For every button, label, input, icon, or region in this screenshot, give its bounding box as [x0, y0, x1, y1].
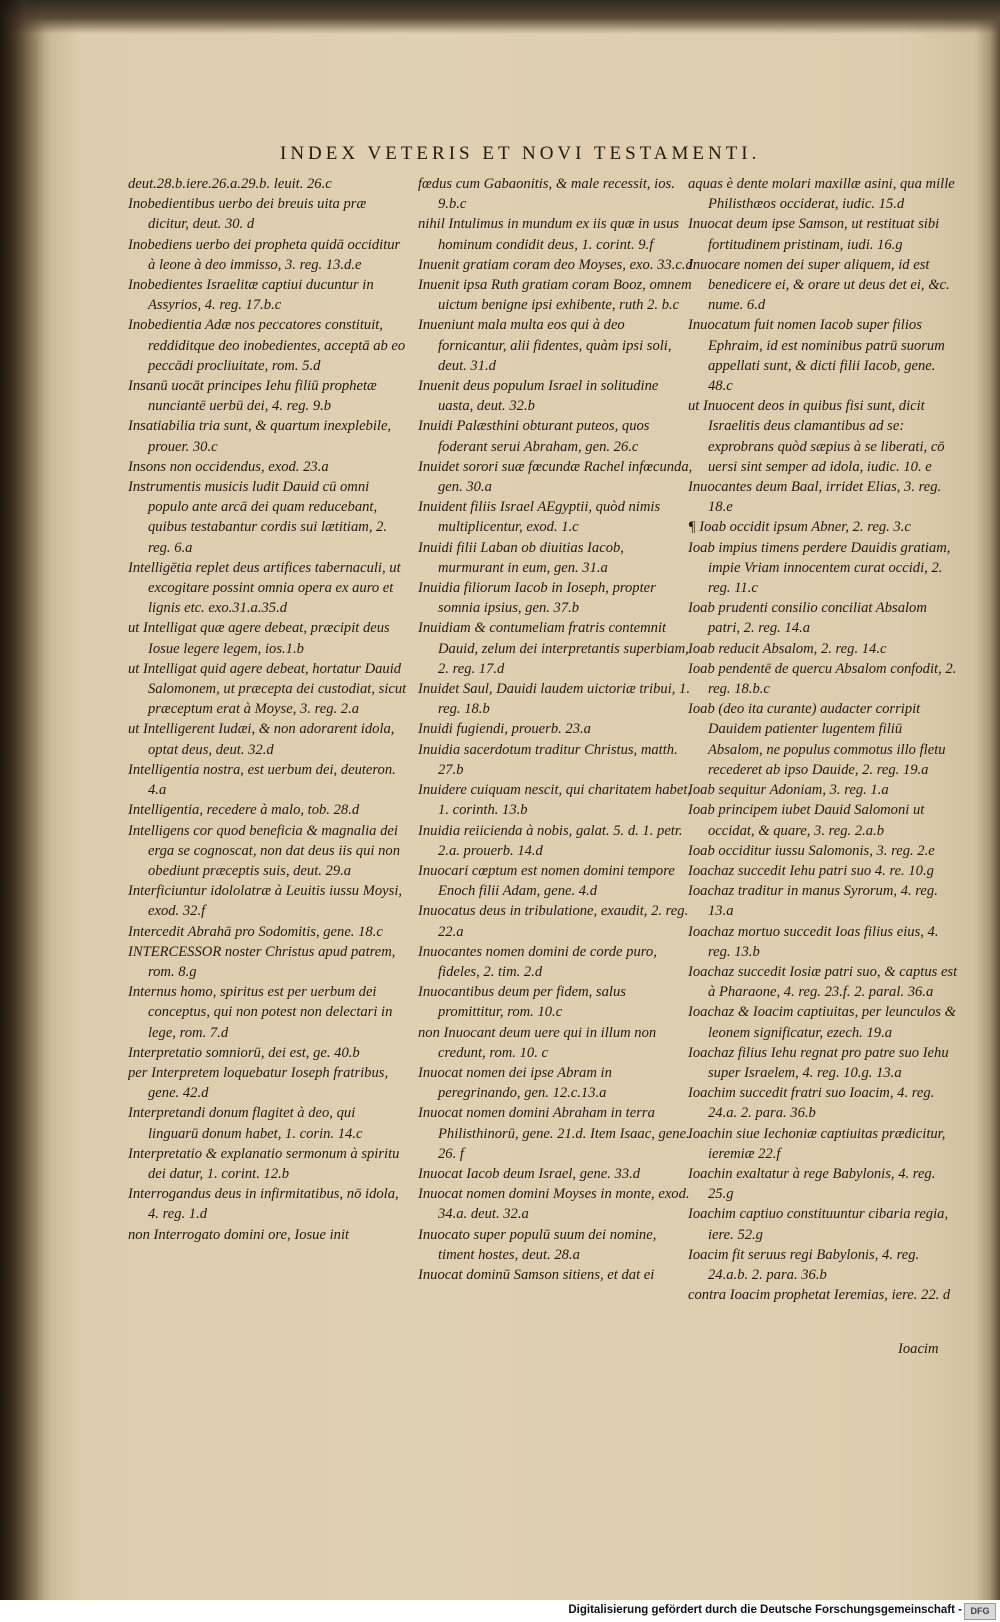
index-entry: Inuidet sorori suæ fœcundæ Rachel infœcunda, gen. 30.a [418, 458, 693, 496]
index-entry: Interficiuntur idololatræ à Leuitis iussu Moysi, exod. 32.f [128, 883, 403, 920]
index-entry: ut Intelligat quæ agere debeat, præcipit deus Iosue legere legem, ios.1.b [128, 620, 390, 657]
index-entry: Ioab occiditur iussu Salomonis, 3. reg. 2.e [688, 842, 935, 859]
index-entry: Ioachin siue Iechoniæ captiuitas prædicitur, ieremiæ 22.f [688, 1125, 946, 1162]
index-entry: non Interrogato domini ore, Iosue init [128, 1226, 350, 1243]
index-entry: Inuidia sacerdotum traditur Christus, matth. 27.b [418, 741, 678, 778]
index-entry: Inuocat nomen dei ipse Abram in peregrinando, gen. 12.c.13.a [418, 1064, 612, 1102]
index-entry: Ioachaz traditur in manus Syrorum, 4. reg. 13.a [688, 883, 938, 920]
footer-credit-text: Digitalisierung gefördert durch die Deutsche Forschungsgemeinschaft - [568, 1604, 962, 1616]
index-entry: Intelligens cor quod beneficia & magnalia dei erga se cognoscat, non dat deus iis qui non obediunt præceptis suis, deut. 29.a [128, 822, 400, 879]
index-entry: ut Inuocent deos in quibus fisi sunt, dicit Israelitis deus clamantibus ad se: exprobrans quòd sæpius à se liberati, cō uersi sint semper ad idola, iudic. 10. e [688, 398, 945, 475]
index-entry: Inobedientia Adæ nos peccatores constituit, reddiditque deo inobedientes, acceptā ab eo peccādi procliuitate, rom. 5.d [128, 317, 406, 374]
index-entry: Insatiabilia tria sunt, & quartum inexplebile, prouer. 30.c [128, 418, 392, 455]
index-entry: Interpretatio somniorū, dei est, ge. 40.b [128, 1044, 360, 1061]
index-entry: per Interpretem loquebatur Ioseph fratribus, gene. 42.d [128, 1064, 389, 1102]
index-entry: Intelligētia replet deus artifices tabernaculi, ut excogitare possint omnia opera ex auro et lignis etc. exo.31.a.35.d [128, 559, 401, 617]
index-entry: Ioachaz mortuo succedit Ioas filius eius, 4. reg. 13.b [688, 923, 939, 960]
index-entry: nihil Intulimus in mundum ex iis quæ in usus hominum condidit deus, 1. corint. 9.f [418, 216, 680, 253]
index-entry: Intelligentia nostra, est uerbum dei, deuteron. 4.a [128, 761, 396, 799]
index-entry: Inuidi fugiendi, prouerb. 23.a [418, 721, 591, 738]
index-entry: Intelligentia, recedere à malo, tob. 28.d [128, 802, 360, 819]
index-entry: Inuocantibus deum per fidem, salus promittitur, rom. 10.c [418, 984, 626, 1021]
header-title: INDEX VETERIS ET NOVI TESTAMENTI. [280, 143, 761, 164]
index-entry: Intercedit Abrahā pro Sodomitis, gene. 18.c [128, 923, 383, 940]
index-entry: Inuocari cœptum est nomen domini tempore Enoch filii Adam, gene. 4.d [418, 862, 675, 900]
index-entry: aquas è dente molari maxillæ asini, qua mille Philisthæos occiderat, iudic. 15.d [688, 176, 955, 213]
index-entry: Inuenit ipsa Ruth gratiam coram Booz, omnem uictum benigne ipsi exhibente, ruth 2. b.c [418, 277, 692, 314]
index-entry: Insons non occidendus, exod. 23.a [128, 458, 329, 475]
index-entry: non Inuocant deum uere qui in illum non credunt, rom. 10. c [418, 1024, 657, 1061]
index-entry: Ioab impius timens perdere Dauidis gratiam, impie Vriam innocentem curat occidi, 2. reg. 11.c [688, 539, 951, 597]
index-entry: Inueniunt mala multa eos qui à deo fornicantur, alii fidentes, quàm ipsi soli, deut. 31.d [418, 317, 672, 374]
index-entry: Inuocato super populū suum dei nomine, timent hostes, deut. 28.a [418, 1226, 657, 1263]
index-entry: Inuocatum fuit nomen Iacob super filios Ephraim, id est nominibus patrū suorum appellati sunt, & dicti filii Iacob, gene. 48.c [688, 317, 945, 395]
index-entry: Inuocat dominū Samson sitiens, et dat ei [418, 1266, 655, 1283]
index-entry: Inuocantes nomen domini de corde puro, fideles, 2. tim. 2.d [418, 943, 657, 980]
index-entry: Interpretatio & explanatio sermonum à spiritu dei datur, 1. corint. 12.b [128, 1145, 400, 1182]
index-column-left [128, 174, 408, 1514]
index-entry: Ioachim succedit fratri suo Ioacim, 4. reg. 24.a. 2. para. 36.b [688, 1085, 935, 1122]
index-entry: Insanū uocāt principes Iehu filiū prophetæ nunciantē uerbū dei, 4. reg. 9.b [128, 378, 377, 415]
index-entry: Ioachaz succedit Iosiæ patri suo, & captus est à Pharaone, 4. reg. 23.f. 2. paral. 36.a [688, 963, 958, 1001]
index-entry: Inuident filiis Israel AEgyptii, quòd nimis multiplicentur, exod. 1.c [418, 499, 661, 536]
index-entry: deut.28.b.iere.26.a.29.b. leuit. 26.c [128, 176, 332, 192]
index-entry: contra Ioacim prophetat Ieremias, iere. 22. d [688, 1287, 951, 1304]
index-entry: Inuidiam & contumeliam fratris contemnit Dauid, zelum dei interpretantis superbiam, 2. reg. 17.d [418, 620, 689, 677]
index-entry: Ioab reducit Absalom, 2. reg. 14.c [688, 640, 887, 657]
index-entry: INTERCESSOR noster Christus apud patrem, rom. 8.g [128, 943, 396, 980]
running-header [280, 143, 940, 171]
index-entry: Ioab principem iubet Dauid Salomoni ut occidat, & quare, 3. reg. 2.a.b [688, 802, 925, 839]
index-entry: ¶ Ioab occidit ipsum Abner, 2. reg. 3.c [688, 519, 911, 536]
index-column-right [688, 174, 958, 1514]
index-entry: Inuocatus deus in tribulatione, exaudit, 2. reg. 22.a [418, 903, 689, 940]
index-entry: Inuenit deus populum Israel in solitudine uasta, deut. 32.b [418, 378, 659, 415]
index-entry: Ioachaz succedit Iehu patri suo 4. re. 10.g [688, 862, 934, 879]
index-entry: Inuidet Saul, Dauidi laudem uictoriæ tribui, 1. reg. 18.b [418, 681, 691, 718]
index-entry: Inuidi Palæsthini obturant puteos, quos foderant serui Abraham, gen. 26.c [418, 418, 650, 455]
index-entry: Inuocare nomen dei super aliquem, id est benedicere ei, & orare ut deus det ei, &c. nume. 6.d [688, 256, 950, 314]
index-entry: Inuocat nomen domini Moyses in monte, exod. 34.a. deut. 32.a [418, 1186, 690, 1223]
index-entry: Instrumentis musicis ludit Dauid cū omni populo ante arcā dei quam reducebant, quibus testabantur cordis sui lætitiam, 2. reg. 6.a [128, 479, 388, 556]
index-entry: Inuidi filii Laban ob diuitias Iacob, murmurant in eum, gen. 31.a [418, 539, 624, 576]
index-column-middle [418, 174, 693, 1514]
index-entry: Inuocat deum ipse Samson, ut restituat sibi fortitudinem pristinam, iudi. 16.g [688, 216, 940, 253]
digitization-footer [0, 1600, 1000, 1622]
index-entry: Ioachaz & Ioacim captiuitas, per leunculos & leonem significatur, ezech. 19.a [688, 1004, 956, 1041]
index-entry: Inobedientibus uerbo dei breuis uita præ dicitur, deut. 30. d [128, 196, 367, 233]
index-entry: Inuidia filiorum Iacob in Ioseph, propter somnia ipsius, gen. 37.b [418, 580, 656, 617]
index-entry: Interrogandus deus in infirmitatibus, nō idola, 4. reg. 1.d [128, 1186, 399, 1223]
index-entry: Ioab prudenti consilio conciliat Absalom patri, 2. reg. 14.a [688, 600, 927, 637]
index-entry: Inuocantes deum Baal, irridet Elias, 3. reg. 18.e [688, 479, 942, 516]
dfg-logo: DFG [964, 1603, 996, 1620]
gutter-shadow [0, 0, 44, 1600]
index-entry: Ioab sequitur Adoniam, 3. reg. 1.a [688, 782, 889, 799]
catchword: Ioacim [898, 1341, 939, 1357]
index-entry: Ioachaz filius Iehu regnat pro patre suo Iehu super Israelem, 4. reg. 10.g. 13.a [688, 1044, 949, 1081]
index-entry: Inuidia reiicienda à nobis, galat. 5. d. 1. petr. 2.a. prouerb. 14.d [418, 822, 683, 859]
index-entry: Inuocat nomen domini Abraham in terra Philisthinorū, gene. 21.d. Item Isaac, gene. 26. f [418, 1105, 690, 1162]
index-entry: Ioachin exaltatur à rege Babylonis, 4. reg. 25.g [688, 1165, 936, 1203]
index-entry: Inobedientes Israelitæ captiui ducuntur in Assyrios, 4. reg. 17.b.c [128, 277, 374, 314]
index-entry: Ioacim fit seruus regi Babylonis, 4. reg. 24.a.b. 2. para. 36.b [688, 1246, 920, 1283]
index-entry: ut Intelligerent Iudæi, & non adorarent idola, optat deus, deut. 32.d [128, 721, 395, 758]
index-entry: Ioab (deo ita curante) audacter corripit Dauidem patienter lugentem filiū Absalom, ne populus commotus illo fletu recederet ab ipso Dauide, 2. reg. 19.a [688, 701, 946, 778]
index-entry: Ioab pendentē de quercu Absalom confodit, 2. reg. 18.b.c [688, 660, 957, 698]
page-top-edge [0, 0, 1000, 34]
index-entry: Inuidere cuiquam nescit, qui charitatem habet, 1. corinth. 13.b [418, 782, 692, 819]
index-entry: Inobediens uerbo dei propheta quidā occiditur à leone à deo immisso, 3. reg. 13.d.e [128, 236, 401, 273]
index-entry: Inuenit gratiam coram deo Moyses, exo. 33.c.d [418, 256, 693, 273]
index-entry: Inuocat Iacob deum Israel, gene. 33.d [418, 1165, 641, 1182]
index-entry: Ioachim captiuo constituuntur cibaria regia, iere. 52.g [688, 1206, 949, 1243]
index-entry: fœdus cum Gabaonitis, & male recessit, ios. 9.b.c [418, 176, 675, 213]
index-entry: ut Intelligat quid agere debeat, hortatur Dauid Salomonem, ut præcepta dei custodiat, sicut præceptum erat à Moyse, 3. reg. 2.a [128, 660, 407, 718]
index-entry: Internus homo, spiritus est per uerbum dei conceptus, qui non potest non delectari in lege, rom. 7.d [128, 984, 393, 1041]
index-entry: Interpretandi donum flagitet à deo, qui linguarū donum habet, 1. corin. 14.c [128, 1105, 363, 1142]
